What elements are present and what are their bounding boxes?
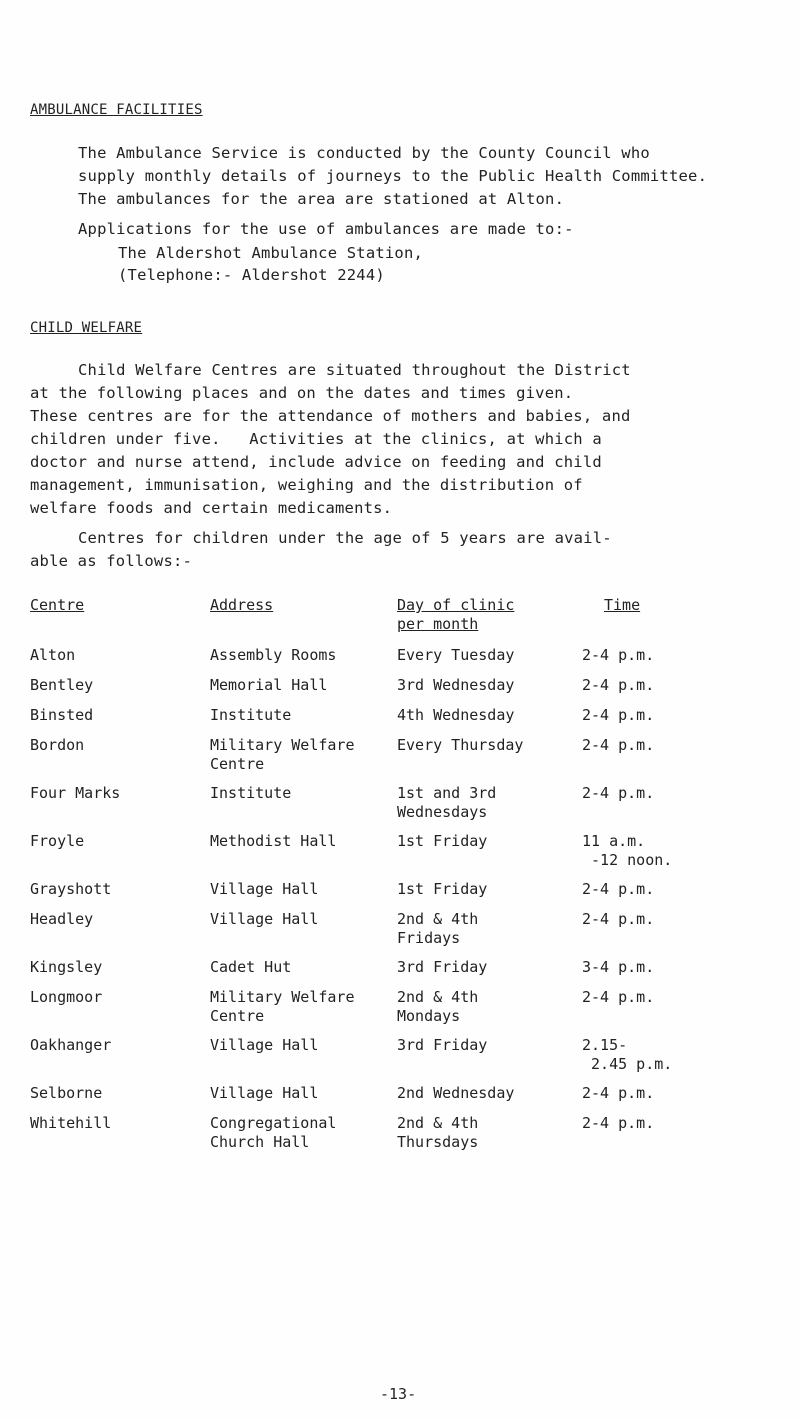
header-day: per month: [397, 615, 479, 633]
cell-time: 2-4 p.m.: [582, 706, 655, 724]
cell-day: 1st Friday: [397, 832, 488, 850]
cell-time: 2-4 p.m.: [582, 676, 655, 694]
cell-time: 11 a.m.: [582, 832, 646, 850]
cell-centre: Kingsley: [30, 958, 103, 976]
cell-time: 2-4 p.m.: [582, 784, 655, 802]
cell-address: Military Welfare: [210, 736, 355, 754]
ambulance-text-line: The Ambulance Service is conducted by the County Council who: [78, 144, 650, 162]
cell-time: 2.45 p.m.: [582, 1055, 673, 1073]
cell-time: 3-4 p.m.: [582, 958, 655, 976]
header-day: Day of clinic: [397, 596, 515, 614]
cell-day: 3rd Friday: [397, 958, 488, 976]
cell-centre: Headley: [30, 910, 94, 928]
cell-address: Village Hall: [210, 880, 319, 898]
station-name: The Aldershot Ambulance Station,: [118, 244, 424, 262]
cell-centre: Oakhanger: [30, 1036, 112, 1054]
cell-time: 2-4 p.m.: [582, 646, 655, 664]
cell-day: 2nd & 4th: [397, 910, 479, 928]
cell-centre: Grayshott: [30, 880, 112, 898]
cell-centre: Alton: [30, 646, 76, 664]
cell-address: Centre: [210, 755, 265, 773]
welfare-text-line: management, immunisation, weighing and the distribution of: [30, 476, 583, 494]
header-centre: Centre: [30, 596, 85, 614]
cell-address: Institute: [210, 706, 292, 724]
child-welfare-heading: CHILD WELFARE: [30, 320, 143, 336]
cell-address: Memorial Hall: [210, 676, 328, 694]
cell-day: 4th Wednesday: [397, 706, 515, 724]
cell-time: 2-4 p.m.: [582, 1114, 655, 1132]
cell-day: 3rd Friday: [397, 1036, 488, 1054]
cell-centre: Longmoor: [30, 988, 103, 1006]
cell-address: Village Hall: [210, 910, 319, 928]
cell-time: 2-4 p.m.: [582, 880, 655, 898]
cell-day: 2nd & 4th: [397, 988, 479, 1006]
cell-time: 2-4 p.m.: [582, 988, 655, 1006]
cell-day: 1st and 3rd: [397, 784, 497, 802]
ambulance-text-line: The ambulances for the area are stationed at Alton.: [78, 190, 565, 208]
cell-day: Thursdays: [397, 1133, 479, 1151]
cell-time: 2.15-: [582, 1036, 628, 1054]
cell-centre: Selborne: [30, 1084, 103, 1102]
cell-day: Mondays: [397, 1007, 461, 1025]
cell-day: Fridays: [397, 929, 461, 947]
welfare-text-line: Child Welfare Centres are situated throughout the District: [78, 361, 631, 379]
cell-day: Wednesdays: [397, 803, 488, 821]
cell-time: 2-4 p.m.: [582, 736, 655, 754]
welfare-text-line: These centres are for the attendance of mothers and babies, and: [30, 407, 631, 425]
welfare-text-line: children under five. Activities at the clinics, at which a: [30, 430, 602, 448]
cell-time: 2-4 p.m.: [582, 910, 655, 928]
cell-time: -12 noon.: [582, 851, 673, 869]
cell-address: Village Hall: [210, 1036, 319, 1054]
header-time: Time: [604, 596, 641, 614]
cell-centre: Binsted: [30, 706, 94, 724]
cell-centre: Bordon: [30, 736, 85, 754]
cell-address: Assembly Rooms: [210, 646, 337, 664]
cell-address: Military Welfare: [210, 988, 355, 1006]
ambulance-applications-line: Applications for the use of ambulances are made to:-: [78, 220, 574, 238]
cell-day: 2nd & 4th: [397, 1114, 479, 1132]
ambulance-heading: AMBULANCE FACILITIES: [30, 102, 203, 118]
cell-day: Every Thursday: [397, 736, 524, 754]
cell-address: Cadet Hut: [210, 958, 292, 976]
cell-day: Every Tuesday: [397, 646, 515, 664]
cell-day: 2nd Wednesday: [397, 1084, 515, 1102]
cell-address: Methodist Hall: [210, 832, 337, 850]
header-address: Address: [210, 596, 274, 614]
welfare-text-line: welfare foods and certain medicaments.: [30, 499, 393, 517]
page-number: -13-: [380, 1385, 417, 1403]
welfare-text-line: at the following places and on the dates and times given.: [30, 384, 574, 402]
cell-day: 3rd Wednesday: [397, 676, 515, 694]
cell-day: 1st Friday: [397, 880, 488, 898]
cell-centre: Whitehill: [30, 1114, 112, 1132]
cell-address: Village Hall: [210, 1084, 319, 1102]
cell-address: Centre: [210, 1007, 265, 1025]
cell-address: Congregational: [210, 1114, 337, 1132]
welfare-text-line: Centres for children under the age of 5 years are avail-: [78, 529, 612, 547]
ambulance-text-line: supply monthly details of journeys to the Public Health Committee.: [78, 167, 708, 185]
cell-address: Institute: [210, 784, 292, 802]
welfare-text-line: able as follows:-: [30, 552, 193, 570]
station-phone: (Telephone:- Aldershot 2244): [118, 266, 385, 284]
cell-centre: Four Marks: [30, 784, 121, 802]
cell-time: 2-4 p.m.: [582, 1084, 655, 1102]
cell-address: Church Hall: [210, 1133, 310, 1151]
cell-centre: Froyle: [30, 832, 85, 850]
welfare-text-line: doctor and nurse attend, include advice on feeding and child: [30, 453, 602, 471]
cell-centre: Bentley: [30, 676, 94, 694]
